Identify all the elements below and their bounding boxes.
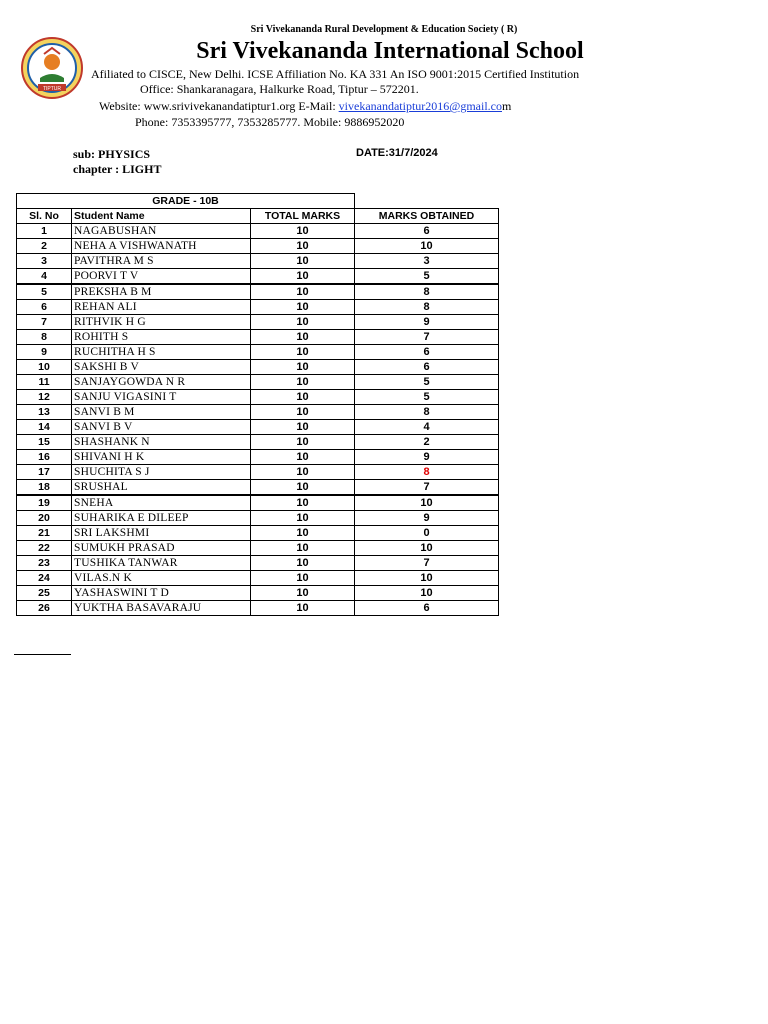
row-total-marks: 10 bbox=[251, 315, 355, 330]
subject-label: sub: PHYSICS bbox=[73, 147, 151, 161]
row-slno: 7 bbox=[17, 315, 72, 330]
row-marks-obtained: 6 bbox=[355, 224, 499, 239]
table-row bbox=[17, 435, 499, 450]
row-total-marks: 10 bbox=[251, 300, 355, 315]
row-total-marks: 10 bbox=[251, 435, 355, 450]
row-student-name: SHASHANK N bbox=[72, 435, 251, 450]
row-total-marks: 10 bbox=[251, 495, 355, 511]
row-student-name: PAVITHRA M S bbox=[72, 254, 251, 269]
office-address: Office: Shankaranagara, Halkurke Road, Tiptur – 572201. bbox=[140, 82, 419, 96]
row-total-marks: 10 bbox=[251, 345, 355, 360]
table-row bbox=[17, 330, 499, 345]
row-marks-obtained: 10 bbox=[355, 495, 499, 511]
logo-text: TIPTUR bbox=[42, 86, 62, 92]
website-label: Website: www.srivivekanandatiptur1.org E-Mail: bbox=[99, 99, 339, 113]
table-row bbox=[17, 224, 499, 239]
row-student-name: NEHA A VISHWANATH bbox=[72, 239, 251, 254]
row-total-marks: 10 bbox=[251, 526, 355, 541]
row-student-name: NAGABUSHAN bbox=[72, 224, 251, 239]
row-marks-obtained: 8 bbox=[355, 284, 499, 300]
row-student-name: SHUCHITA S J bbox=[72, 465, 251, 480]
row-slno: 10 bbox=[17, 360, 72, 375]
row-total-marks: 10 bbox=[251, 405, 355, 420]
row-marks-obtained: 2 bbox=[355, 435, 499, 450]
row-marks-obtained: 5 bbox=[355, 269, 499, 285]
email-tail: m bbox=[502, 99, 512, 113]
phone-line: Phone: 7353395777, 7353285777. Mobile: 9886952020 bbox=[135, 115, 405, 129]
row-slno: 9 bbox=[17, 345, 72, 360]
row-marks-obtained: 5 bbox=[355, 390, 499, 405]
row-slno: 1 bbox=[17, 224, 72, 239]
row-marks-obtained: 9 bbox=[355, 511, 499, 526]
row-slno: 21 bbox=[17, 526, 72, 541]
footer-line bbox=[14, 654, 71, 655]
row-marks-obtained: 4 bbox=[355, 420, 499, 435]
row-student-name: ROHITH S bbox=[72, 330, 251, 345]
row-slno: 4 bbox=[17, 269, 72, 285]
row-student-name: SANJU VIGASINI T bbox=[72, 390, 251, 405]
date-label: DATE:31/7/2024 bbox=[356, 147, 438, 159]
table-row bbox=[17, 465, 499, 480]
row-marks-obtained: 3 bbox=[355, 254, 499, 269]
row-total-marks: 10 bbox=[251, 239, 355, 254]
table-row bbox=[17, 345, 499, 360]
row-slno: 3 bbox=[17, 254, 72, 269]
row-marks-obtained: 8 bbox=[355, 405, 499, 420]
row-total-marks: 10 bbox=[251, 420, 355, 435]
row-student-name: RUCHITHA H S bbox=[72, 345, 251, 360]
table-row bbox=[17, 420, 499, 435]
row-marks-obtained: 6 bbox=[355, 601, 499, 616]
row-total-marks: 10 bbox=[251, 450, 355, 465]
table-row bbox=[17, 601, 499, 616]
row-student-name: PREKSHA B M bbox=[72, 284, 251, 300]
row-student-name: SAKSHI B V bbox=[72, 360, 251, 375]
row-student-name: SUHARIKA E DILEEP bbox=[72, 511, 251, 526]
row-student-name: TUSHIKA TANWAR bbox=[72, 556, 251, 571]
row-slno: 16 bbox=[17, 450, 72, 465]
row-marks-obtained: 6 bbox=[355, 360, 499, 375]
row-slno: 13 bbox=[17, 405, 72, 420]
row-total-marks: 10 bbox=[251, 465, 355, 480]
row-total-marks: 10 bbox=[251, 571, 355, 586]
school-name: Sri Vivekananda International School bbox=[196, 38, 584, 64]
row-slno: 2 bbox=[17, 239, 72, 254]
row-student-name: YUKTHA BASAVARAJU bbox=[72, 601, 251, 616]
row-total-marks: 10 bbox=[251, 254, 355, 269]
row-student-name: SNEHA bbox=[72, 495, 251, 511]
row-slno: 17 bbox=[17, 465, 72, 480]
table-row bbox=[17, 480, 499, 496]
row-marks-obtained: 10 bbox=[355, 586, 499, 601]
row-marks-obtained: 9 bbox=[355, 450, 499, 465]
table-row bbox=[17, 541, 499, 556]
row-slno: 19 bbox=[17, 495, 72, 511]
row-total-marks: 10 bbox=[251, 375, 355, 390]
row-slno: 12 bbox=[17, 390, 72, 405]
row-slno: 26 bbox=[17, 601, 72, 616]
table-row bbox=[17, 239, 499, 254]
row-slno: 8 bbox=[17, 330, 72, 345]
society-name: Sri Vivekananda Rural Development & Education Society ( R) bbox=[250, 24, 518, 35]
row-student-name: SHIVANI H K bbox=[72, 450, 251, 465]
table-row bbox=[17, 315, 499, 330]
email-link[interactable]: vivekanandatiptur2016@gmail.co bbox=[338, 99, 502, 113]
row-total-marks: 10 bbox=[251, 511, 355, 526]
row-slno: 20 bbox=[17, 511, 72, 526]
col-header-name: Student Name bbox=[72, 209, 251, 224]
row-slno: 15 bbox=[17, 435, 72, 450]
row-student-name: RITHVIK H G bbox=[72, 315, 251, 330]
col-header-total: TOTAL MARKS bbox=[251, 209, 355, 224]
table-row bbox=[17, 375, 499, 390]
grade-row bbox=[17, 194, 499, 209]
affiliation-line: Afiliated to CISCE, New Delhi. ICSE Affiliation No. KA 331 An ISO 9001:2015 Certified Institution bbox=[91, 67, 580, 81]
row-student-name: YASHASWINI T D bbox=[72, 586, 251, 601]
row-total-marks: 10 bbox=[251, 541, 355, 556]
row-student-name: SANJAYGOWDA N R bbox=[72, 375, 251, 390]
row-total-marks: 10 bbox=[251, 360, 355, 375]
row-slno: 25 bbox=[17, 586, 72, 601]
row-marks-obtained: 10 bbox=[355, 239, 499, 254]
row-student-name: REHAN ALI bbox=[72, 300, 251, 315]
row-marks-obtained: 7 bbox=[355, 480, 499, 496]
row-student-name: SRUSHAL bbox=[72, 480, 251, 496]
row-total-marks: 10 bbox=[251, 480, 355, 496]
row-total-marks: 10 bbox=[251, 269, 355, 285]
website-email-line bbox=[99, 99, 511, 114]
table-row bbox=[17, 300, 499, 315]
row-slno: 23 bbox=[17, 556, 72, 571]
row-total-marks: 10 bbox=[251, 224, 355, 239]
row-total-marks: 10 bbox=[251, 284, 355, 300]
table-row bbox=[17, 269, 499, 285]
row-total-marks: 10 bbox=[251, 390, 355, 405]
row-total-marks: 10 bbox=[251, 556, 355, 571]
row-marks-obtained: 6 bbox=[355, 345, 499, 360]
chapter-label: chapter : LIGHT bbox=[73, 162, 162, 176]
row-total-marks: 10 bbox=[251, 330, 355, 345]
row-marks-obtained: 10 bbox=[355, 571, 499, 586]
row-marks-obtained: 0 bbox=[355, 526, 499, 541]
row-student-name: SANVI B M bbox=[72, 405, 251, 420]
row-marks-obtained: 8 bbox=[355, 465, 499, 480]
row-total-marks: 10 bbox=[251, 586, 355, 601]
row-marks-obtained: 7 bbox=[355, 556, 499, 571]
col-header-slno: Sl. No bbox=[17, 209, 72, 224]
row-slno: 11 bbox=[17, 375, 72, 390]
row-slno: 22 bbox=[17, 541, 72, 556]
row-marks-obtained: 7 bbox=[355, 330, 499, 345]
header-row bbox=[17, 209, 499, 224]
row-student-name: SANVI B V bbox=[72, 420, 251, 435]
row-slno: 18 bbox=[17, 480, 72, 496]
table-row bbox=[17, 556, 499, 571]
row-student-name: SUMUKH PRASAD bbox=[72, 541, 251, 556]
table-row bbox=[17, 495, 499, 511]
row-marks-obtained: 10 bbox=[355, 541, 499, 556]
row-marks-obtained: 9 bbox=[355, 315, 499, 330]
school-logo bbox=[20, 36, 84, 100]
row-marks-obtained: 8 bbox=[355, 300, 499, 315]
table-row bbox=[17, 526, 499, 541]
table-row bbox=[17, 405, 499, 420]
table-row bbox=[17, 360, 499, 375]
row-total-marks: 10 bbox=[251, 601, 355, 616]
row-slno: 5 bbox=[17, 284, 72, 300]
table-row bbox=[17, 571, 499, 586]
row-student-name: VILAS.N K bbox=[72, 571, 251, 586]
table-row bbox=[17, 254, 499, 269]
row-slno: 6 bbox=[17, 300, 72, 315]
row-student-name: POORVI T V bbox=[72, 269, 251, 285]
table-row bbox=[17, 511, 499, 526]
table-row bbox=[17, 390, 499, 405]
marks-table bbox=[16, 193, 499, 616]
table-row bbox=[17, 450, 499, 465]
row-marks-obtained: 5 bbox=[355, 375, 499, 390]
table-row bbox=[17, 586, 499, 601]
row-slno: 14 bbox=[17, 420, 72, 435]
grade-title: GRADE - 10B bbox=[17, 194, 355, 209]
table-body bbox=[17, 224, 499, 616]
table-row bbox=[17, 284, 499, 300]
row-student-name: SRI LAKSHMI bbox=[72, 526, 251, 541]
col-header-obtained: MARKS OBTAINED bbox=[355, 209, 499, 224]
row-slno: 24 bbox=[17, 571, 72, 586]
